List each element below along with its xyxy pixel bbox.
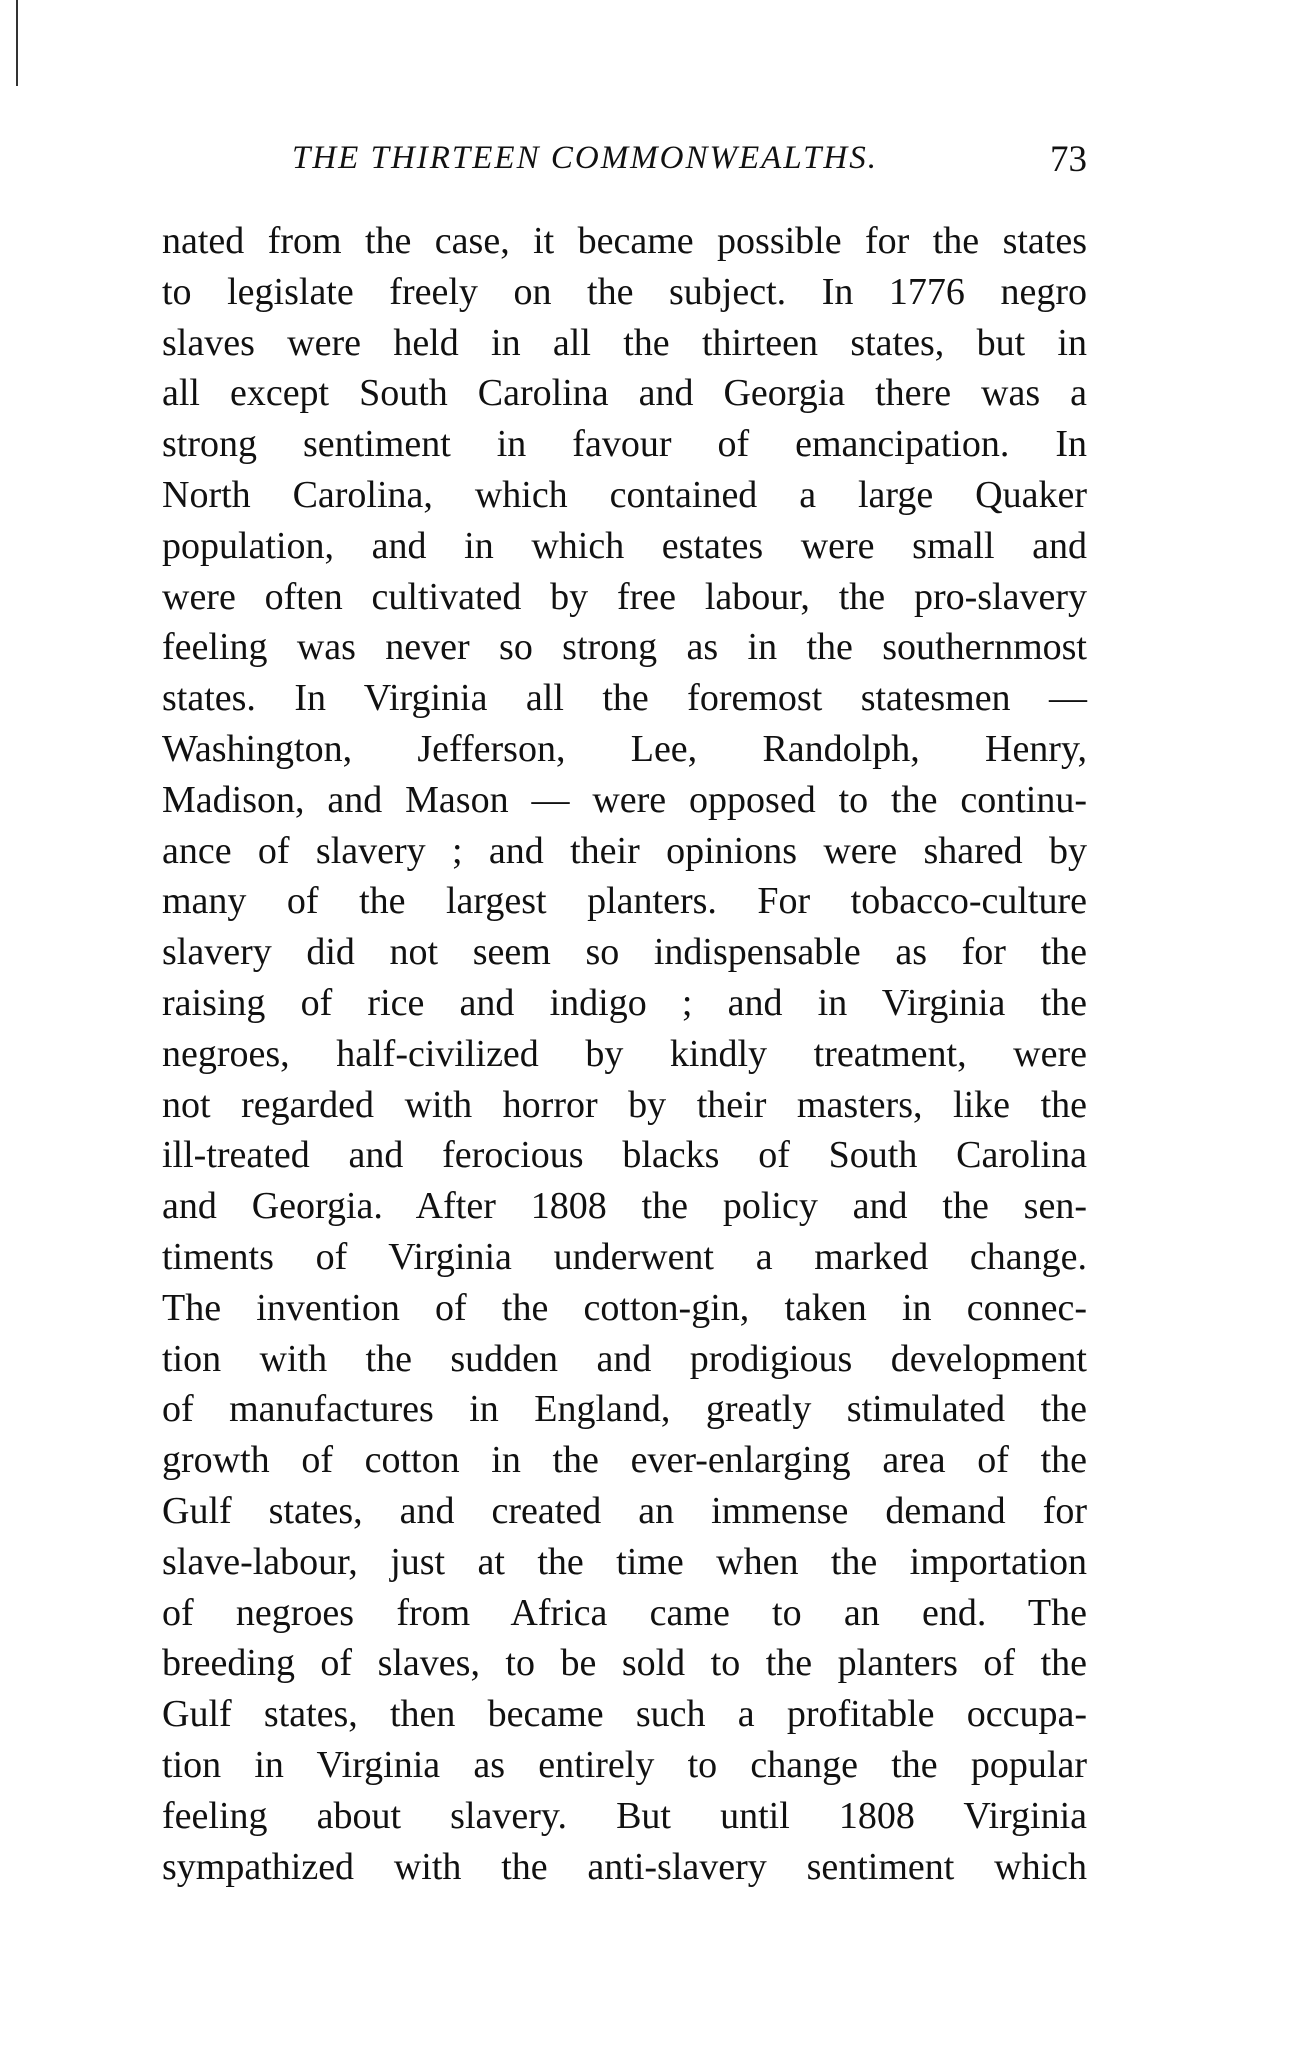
text-line: Gulf states, and created an immense demand for: [162, 1489, 1087, 1532]
running-title: THE THIRTEEN COMMONWEALTHS.: [292, 140, 878, 176]
text-line: strong sentiment in favour of emancipation. In: [162, 423, 1087, 466]
text-line: feeling about slavery. But until 1808 Virginia: [162, 1794, 1087, 1837]
text-line: Madison, and Mason — were opposed to the continu-: [162, 778, 1087, 821]
text-line: not regarded with horror by their masters, like the: [162, 1083, 1087, 1126]
text-line: tion in Virginia as entirely to change the popular: [162, 1743, 1087, 1786]
text-line: Washington, Jefferson, Lee, Randolph, Henry,: [162, 727, 1087, 770]
text-line: of manufactures in England, greatly stimulated the: [162, 1388, 1087, 1431]
text-line: growth of cotton in the ever-enlarging area of the: [162, 1439, 1087, 1482]
text-line: many of the largest planters. For tobacco-culture: [162, 880, 1087, 923]
page-number: 73: [1050, 139, 1087, 180]
text-line: slaves were held in all the thirteen states, but in: [162, 321, 1087, 364]
text-line: nated from the case, it became possible for the states: [162, 220, 1087, 262]
text-line: North Carolina, which contained a large Quaker: [162, 473, 1087, 516]
text-line: tion with the sudden and prodigious development: [162, 1337, 1087, 1380]
text-line: ill-treated and ferocious blacks of South Carolina: [162, 1134, 1087, 1177]
text-line: Gulf states, then became such a profitable occupa-: [162, 1693, 1087, 1736]
text-line: feeling was never so strong as in the southernmost: [162, 626, 1087, 669]
page-header: [292, 140, 1087, 184]
body-text: [162, 216, 1087, 1892]
scan-edge-mark: [16, 0, 18, 86]
text-line: timents of Virginia underwent a marked change.: [162, 1235, 1087, 1278]
text-line: population, and in which estates were small and: [162, 524, 1087, 567]
text-line: of negroes from Africa came to an end. The: [162, 1591, 1087, 1634]
text-line: to legislate freely on the subject. In 1776 negro: [162, 270, 1087, 313]
text-line: negroes, half-civilized by kindly treatment, were: [162, 1032, 1087, 1075]
text-line: states. In Virginia all the foremost statesmen —: [162, 677, 1087, 720]
text-line: slavery did not seem so indispensable as for the: [162, 931, 1087, 974]
text-line: raising of rice and indigo ; and in Virginia the: [162, 981, 1087, 1024]
text-line: were often cultivated by free labour, the pro-slavery: [162, 575, 1087, 618]
text-line: slave-labour, just at the time when the importation: [162, 1540, 1087, 1583]
text-line: all except South Carolina and Georgia there was a: [162, 372, 1087, 415]
text-line: ance of slavery ; and their opinions were shared by: [162, 829, 1087, 872]
text-line: sympathized with the anti-slavery sentiment which: [162, 1845, 1087, 1888]
text-line: and Georgia. After 1808 the policy and the sen-: [162, 1185, 1087, 1228]
text-line: The invention of the cotton-gin, taken in connec-: [162, 1286, 1087, 1329]
text-line: breeding of slaves, to be sold to the planters of the: [162, 1642, 1087, 1685]
